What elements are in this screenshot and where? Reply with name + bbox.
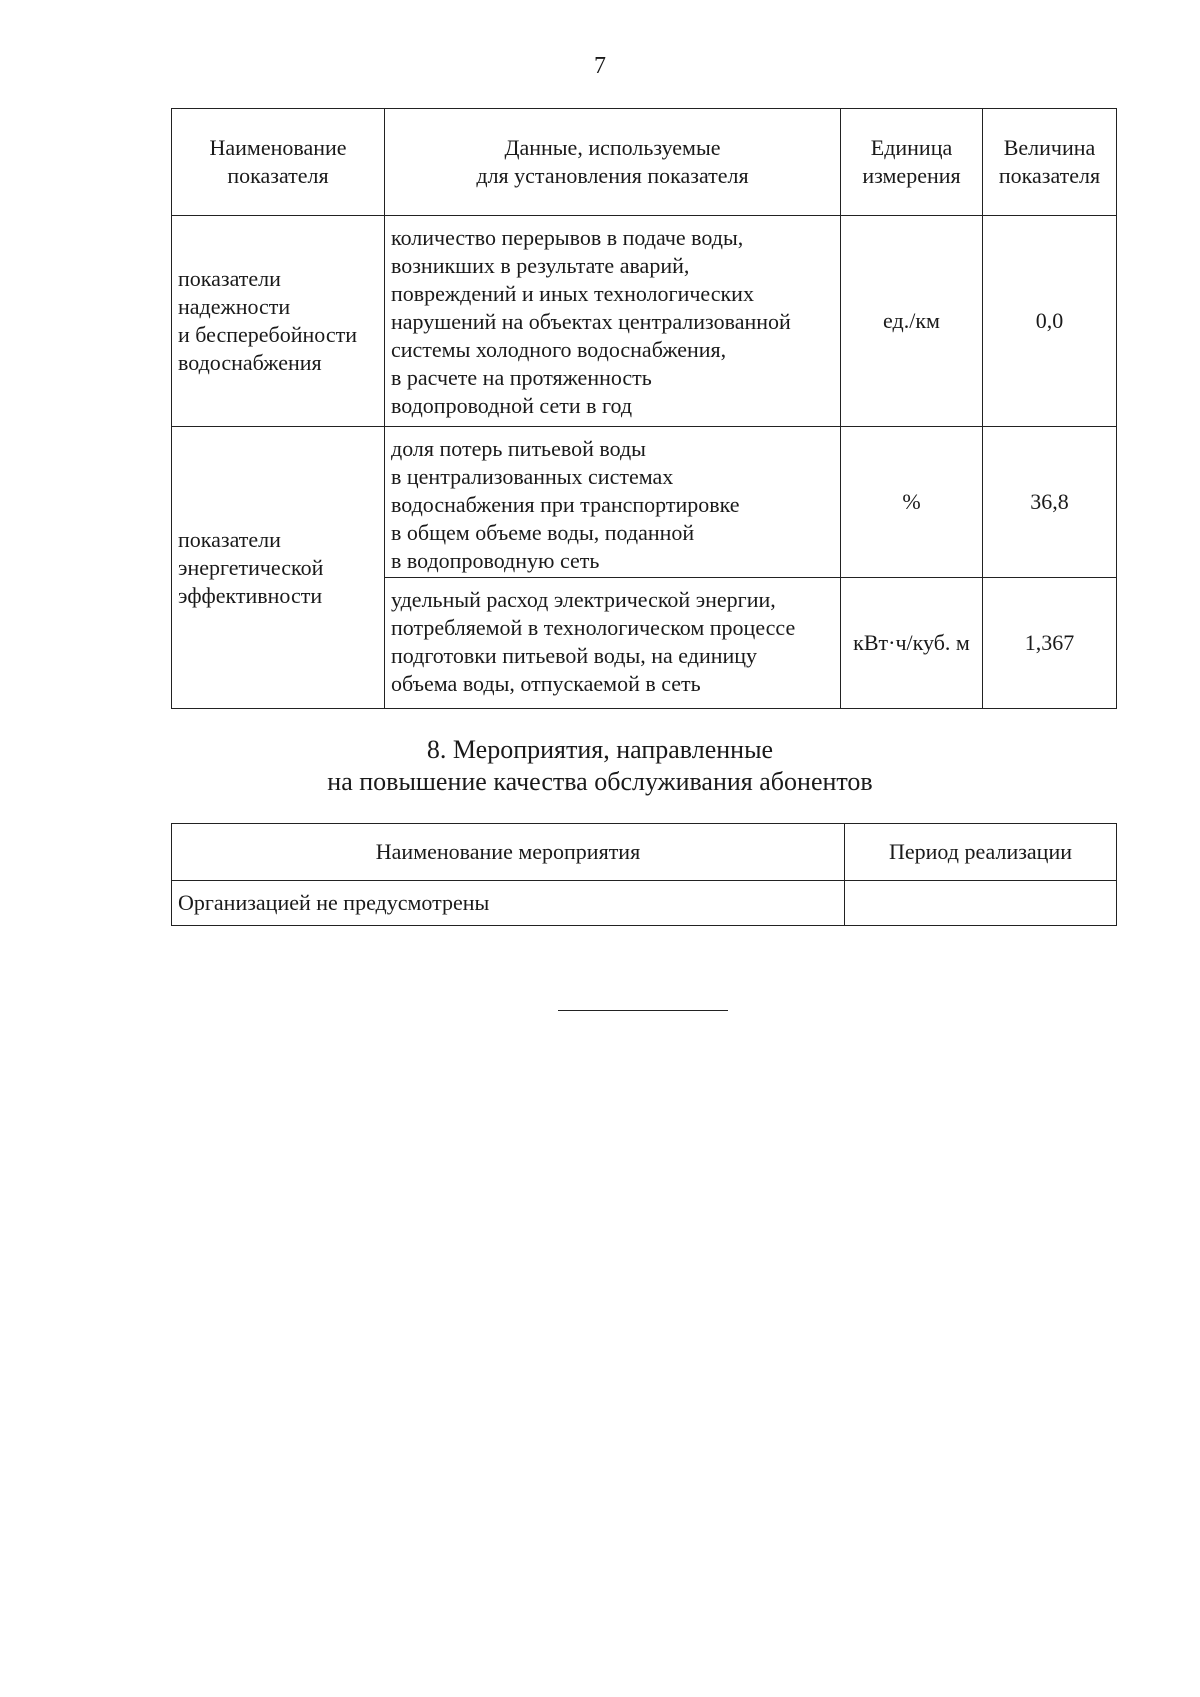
page-number: 7 [594, 53, 606, 79]
indicator-data: доля потерь питьевой воды в централизованных системах водоснабжения при транспортировке в общем объеме воды, поданной в водопроводную сеть [385, 427, 841, 578]
header-indicator-unit: Единица измерения [841, 109, 983, 216]
measures-table [171, 823, 1117, 926]
section-8-heading: 8. Мероприятия, направленные на повышение качества обслуживания абонентов [327, 735, 873, 796]
indicator-unit: % [841, 427, 983, 578]
measure-name: Организацией не предусмотрены [172, 881, 845, 926]
indicator-data: удельный расход электрической энергии, потребляемой в технологическом процессе подготовки питьевой воды, на единицу объема воды, отпускаемой в сеть [385, 578, 841, 709]
table-row [172, 881, 1117, 926]
indicator-group-name: показатели энергетической эффективности [172, 427, 385, 709]
table-row [172, 216, 1117, 427]
indicators-header-row [172, 109, 1117, 216]
indicator-value: 0,0 [983, 216, 1117, 427]
table-row [172, 427, 1117, 578]
indicator-value: 36,8 [983, 427, 1117, 578]
indicator-group-name: показатели надежности и бесперебойности водоснабжения [172, 216, 385, 427]
indicator-data: количество перерывов в подаче воды, возникших в результате аварий, повреждений и иных технологических нарушений на объектах централизованной системы холодного водоснабжения, в расчете на протяженность водопроводной сети в год [385, 216, 841, 427]
measure-period [845, 881, 1117, 926]
measures-header-row [172, 824, 1117, 881]
header-indicator-data: Данные, используемые для установления показателя [385, 109, 841, 216]
end-divider [558, 1010, 728, 1011]
indicator-unit: ед./км [841, 216, 983, 427]
header-indicator-value: Величина показателя [983, 109, 1117, 216]
header-indicator-name: Наименование показателя [172, 109, 385, 216]
indicator-unit: кВт·ч/куб. м [841, 578, 983, 709]
indicator-value: 1,367 [983, 578, 1117, 709]
header-measure-name: Наименование мероприятия [172, 824, 845, 881]
indicators-table [171, 108, 1117, 709]
header-measure-period: Период реализации [845, 824, 1117, 881]
